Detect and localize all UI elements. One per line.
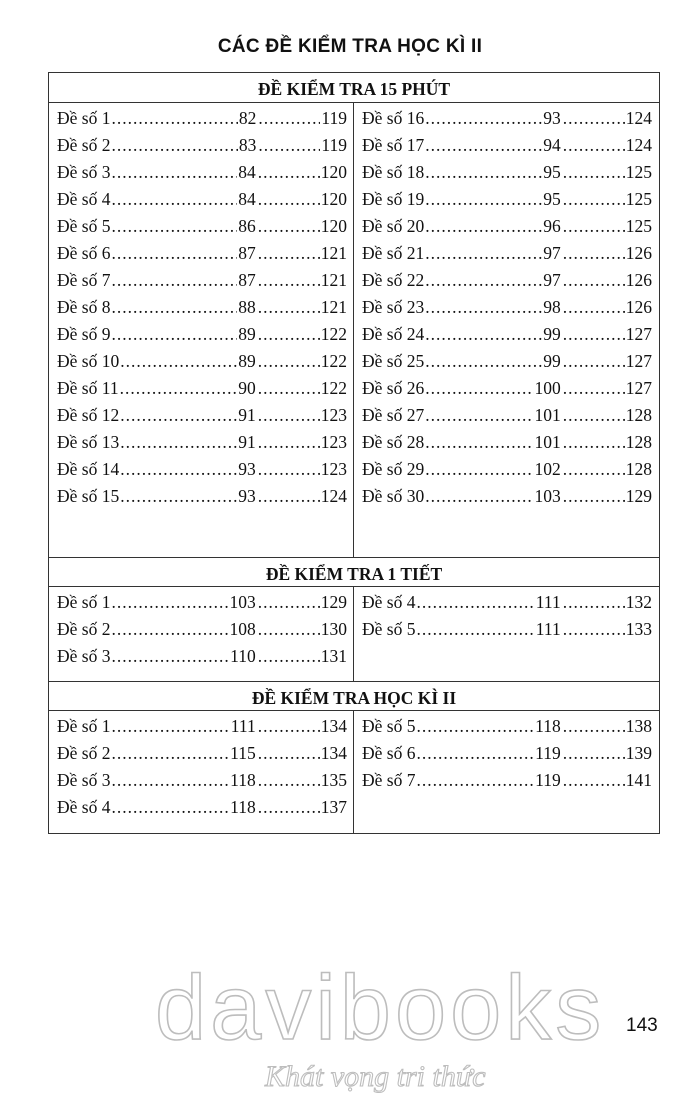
answer-page-number: 141 [625, 770, 652, 790]
entry-label: Đề số 2 [57, 619, 111, 639]
toc-entry [57, 105, 347, 132]
answer-page-number: 129 [320, 592, 347, 612]
answer-page-number: 124 [625, 135, 652, 155]
answer-page-number: 137 [320, 797, 347, 817]
dot-leader [425, 105, 542, 132]
entry-label: Đề số 3 [57, 770, 111, 790]
entry-label: Đề số 7 [57, 270, 111, 290]
toc-entry [362, 159, 652, 186]
dot-leader [425, 186, 542, 213]
dot-leader [416, 589, 534, 616]
dot-leader [120, 429, 237, 456]
entry-label: Đề số 1 [57, 592, 111, 612]
dot-leader [425, 402, 533, 429]
toc-entry [362, 402, 652, 429]
dot-leader [563, 132, 625, 159]
dot-leader [258, 713, 320, 740]
dot-leader [563, 767, 625, 794]
dot-leader [563, 456, 625, 483]
exam-page-number: 100 [534, 378, 561, 398]
section-header: ĐỀ KIỂM TRA HỌC KÌ II [49, 681, 659, 711]
answer-page-number: 126 [625, 270, 652, 290]
dot-leader [111, 159, 237, 186]
toc-entry [362, 767, 652, 794]
entry-label: Đề số 9 [57, 324, 111, 344]
exam-page-number: 98 [543, 297, 561, 317]
toc-entry [57, 159, 347, 186]
page-title: CÁC ĐỀ KIỂM TRA HỌC KÌ II [217, 36, 483, 57]
entry-label: Đề số 6 [57, 243, 111, 263]
answer-page-number: 133 [625, 619, 652, 639]
dot-leader [111, 294, 237, 321]
section-header: ĐỀ KIỂM TRA 15 PHÚT [49, 73, 659, 103]
entry-label: Đề số 14 [57, 459, 120, 479]
entry-label: Đề số 16 [362, 108, 425, 128]
dot-leader [111, 589, 228, 616]
toc-entry [362, 294, 652, 321]
entry-label: Đề số 3 [57, 162, 111, 182]
entry-label: Đề số 1 [57, 108, 111, 128]
dot-leader [563, 740, 625, 767]
dot-leader [111, 186, 237, 213]
watermark-tagline: Khát vọng tri thức [265, 1060, 486, 1093]
entry-label: Đề số 2 [57, 135, 111, 155]
dot-leader [111, 794, 229, 821]
toc-entry [362, 105, 652, 132]
dot-leader [258, 767, 320, 794]
entry-label: Đề số 13 [57, 432, 120, 452]
dot-leader [111, 321, 237, 348]
toc-entry [362, 213, 652, 240]
exam-page-number: 84 [238, 189, 256, 209]
toc-entry [362, 740, 652, 767]
answer-page-number: 131 [320, 646, 347, 666]
left-column [49, 103, 354, 557]
answer-page-number: 138 [625, 716, 652, 736]
dot-leader [563, 267, 625, 294]
exam-page-number: 118 [230, 770, 256, 790]
entry-label: Đề số 12 [57, 405, 120, 425]
dot-leader [111, 713, 229, 740]
dot-leader [111, 740, 229, 767]
dot-leader [258, 483, 320, 510]
dot-leader [120, 483, 237, 510]
exam-page-number: 87 [238, 270, 256, 290]
dot-leader [563, 213, 625, 240]
dot-leader [563, 589, 625, 616]
dot-leader [258, 429, 320, 456]
exam-page-number: 93 [238, 459, 256, 479]
exam-page-number: 99 [543, 351, 561, 371]
dot-leader [258, 213, 320, 240]
toc-entry [362, 267, 652, 294]
publisher-watermark [155, 957, 606, 1093]
dot-leader [425, 132, 542, 159]
toc-entry [57, 740, 347, 767]
dot-leader [258, 267, 320, 294]
exam-page-number: 84 [238, 162, 256, 182]
entry-label: Đề số 21 [362, 243, 425, 263]
toc-entry [57, 616, 347, 643]
answer-page-number: 127 [625, 351, 652, 371]
toc-entry [362, 616, 652, 643]
answer-page-number: 128 [625, 405, 652, 425]
answer-page-number: 123 [320, 459, 347, 479]
dot-leader [111, 240, 237, 267]
dot-leader [258, 159, 320, 186]
answer-page-number: 125 [625, 216, 652, 236]
entry-label: Đề số 30 [362, 486, 425, 506]
section-1-period-tests [49, 557, 659, 681]
answer-page-number: 126 [625, 243, 652, 263]
answer-page-number: 134 [320, 716, 347, 736]
dot-leader [258, 348, 320, 375]
entry-label: Đề số 24 [362, 324, 425, 344]
answer-page-number: 119 [321, 108, 347, 128]
answer-page-number: 127 [625, 324, 652, 344]
dot-leader [563, 186, 625, 213]
entry-label: Đề số 5 [57, 216, 111, 236]
answer-page-number: 119 [321, 135, 347, 155]
dot-leader [111, 643, 229, 670]
section-15-minute-tests [49, 73, 659, 557]
dot-leader [563, 616, 625, 643]
section-header: ĐỀ KIỂM TRA 1 TIẾT [49, 557, 659, 587]
answer-page-number: 134 [320, 743, 347, 763]
entry-label: Đề số 4 [57, 797, 111, 817]
dot-leader [111, 767, 229, 794]
dot-leader [120, 375, 238, 402]
dot-leader [120, 456, 237, 483]
exam-page-number: 88 [238, 297, 256, 317]
entry-label: Đề số 10 [57, 351, 120, 371]
entry-label: Đề số 29 [362, 459, 425, 479]
answer-page-number: 135 [320, 770, 347, 790]
answer-page-number: 120 [320, 162, 347, 182]
answer-page-number: 122 [320, 324, 347, 344]
exam-page-number: 118 [230, 797, 256, 817]
dot-leader [425, 456, 533, 483]
entry-label: Đề số 22 [362, 270, 425, 290]
exam-page-number: 91 [238, 432, 256, 452]
left-column [49, 587, 354, 681]
answer-page-number: 121 [320, 297, 347, 317]
dot-leader [425, 429, 533, 456]
exam-page-number: 115 [230, 743, 256, 763]
table-of-contents [48, 72, 660, 834]
dot-leader [416, 740, 534, 767]
exam-page-number: 83 [238, 135, 257, 155]
answer-page-number: 139 [625, 743, 652, 763]
exam-page-number: 82 [238, 108, 257, 128]
toc-entry [362, 713, 652, 740]
answer-page-number: 120 [320, 189, 347, 209]
dot-leader [425, 240, 542, 267]
section-semester-tests [49, 681, 659, 833]
dot-leader [563, 348, 625, 375]
toc-entry [57, 713, 347, 740]
toc-entry [362, 132, 652, 159]
answer-page-number: 122 [320, 378, 347, 398]
dot-leader [258, 643, 320, 670]
watermark-brand: davibooks [155, 957, 606, 1059]
dot-leader [258, 616, 320, 643]
answer-page-number: 128 [625, 459, 652, 479]
answer-page-number: 125 [625, 162, 652, 182]
toc-entry [362, 589, 652, 616]
toc-entry [57, 132, 347, 159]
toc-entry [57, 589, 347, 616]
entry-label: Đề số 8 [57, 297, 111, 317]
dot-leader [258, 321, 320, 348]
exam-page-number: 103 [534, 486, 561, 506]
dot-leader [563, 402, 625, 429]
entry-label: Đề số 7 [362, 770, 416, 790]
dot-leader [258, 105, 320, 132]
exam-page-number: 108 [229, 619, 256, 639]
dot-leader [111, 132, 237, 159]
answer-page-number: 125 [625, 189, 652, 209]
right-column [354, 103, 659, 557]
answer-page-number: 121 [320, 270, 347, 290]
exam-page-number: 110 [230, 646, 256, 666]
exam-page-number: 93 [543, 108, 561, 128]
toc-entry [57, 794, 347, 821]
entry-label: Đề số 6 [362, 743, 416, 763]
entry-label: Đề số 5 [362, 716, 416, 736]
answer-page-number: 127 [625, 378, 652, 398]
dot-leader [416, 767, 534, 794]
left-column [49, 711, 354, 833]
exam-page-number: 95 [543, 162, 561, 182]
toc-entry [57, 643, 347, 670]
dot-leader [258, 794, 320, 821]
entry-label: Đề số 4 [57, 189, 111, 209]
toc-entry [57, 267, 347, 294]
entry-label: Đề số 17 [362, 135, 425, 155]
dot-leader [425, 294, 542, 321]
dot-leader [258, 240, 320, 267]
entry-label: Đề số 3 [57, 646, 111, 666]
dot-leader [111, 213, 237, 240]
answer-page-number: 120 [320, 216, 347, 236]
answer-page-number: 128 [625, 432, 652, 452]
answer-page-number: 126 [625, 297, 652, 317]
entry-label: Đề số 19 [362, 189, 425, 209]
exam-page-number: 89 [238, 351, 256, 371]
exam-page-number: 119 [535, 770, 561, 790]
toc-entry [362, 348, 652, 375]
dot-leader [563, 321, 625, 348]
dot-leader [111, 267, 237, 294]
page-number: 143 [626, 1015, 658, 1036]
exam-page-number: 89 [238, 324, 256, 344]
answer-page-number: 123 [320, 405, 347, 425]
dot-leader [563, 429, 625, 456]
dot-leader [563, 105, 625, 132]
dot-leader [425, 375, 533, 402]
dot-leader [425, 267, 542, 294]
exam-page-number: 111 [230, 716, 256, 736]
dot-leader [258, 186, 320, 213]
dot-leader [111, 105, 237, 132]
answer-page-number: 129 [625, 486, 652, 506]
dot-leader [258, 294, 320, 321]
answer-page-number: 122 [320, 351, 347, 371]
toc-entry [57, 375, 347, 402]
exam-page-number: 97 [543, 243, 561, 263]
toc-entry [57, 402, 347, 429]
entry-label: Đề số 1 [57, 716, 111, 736]
toc-entry [57, 321, 347, 348]
exam-page-number: 94 [543, 135, 561, 155]
answer-page-number: 123 [320, 432, 347, 452]
dot-leader [563, 159, 625, 186]
exam-page-number: 101 [534, 432, 561, 452]
toc-entry [57, 186, 347, 213]
dot-leader [425, 321, 542, 348]
entry-label: Đề số 28 [362, 432, 425, 452]
dot-leader [258, 132, 320, 159]
dot-leader [563, 294, 625, 321]
toc-entry [57, 429, 347, 456]
dot-leader [120, 402, 237, 429]
exam-page-number: 96 [543, 216, 561, 236]
exam-page-number: 93 [238, 486, 256, 506]
toc-entry [57, 456, 347, 483]
answer-page-number: 132 [625, 592, 652, 612]
toc-entry [57, 767, 347, 794]
toc-entry [362, 186, 652, 213]
entry-label: Đề số 23 [362, 297, 425, 317]
toc-entry [362, 429, 652, 456]
dot-leader [111, 616, 228, 643]
right-column [354, 587, 659, 681]
dot-leader [563, 375, 625, 402]
dot-leader [563, 240, 625, 267]
exam-page-number: 86 [238, 216, 256, 236]
dot-leader [120, 348, 237, 375]
entry-label: Đề số 5 [362, 619, 416, 639]
exam-page-number: 90 [238, 378, 256, 398]
exam-page-number: 99 [543, 324, 561, 344]
dot-leader [425, 159, 542, 186]
answer-page-number: 130 [320, 619, 347, 639]
answer-page-number: 121 [320, 243, 347, 263]
exam-page-number: 111 [535, 619, 561, 639]
entry-label: Đề số 15 [57, 486, 120, 506]
dot-leader [563, 483, 625, 510]
dot-leader [258, 402, 320, 429]
toc-entry [57, 213, 347, 240]
dot-leader [425, 213, 542, 240]
exam-page-number: 118 [535, 716, 561, 736]
exam-page-number: 103 [229, 592, 256, 612]
toc-entry [57, 240, 347, 267]
toc-entry [362, 375, 652, 402]
entry-label: Đề số 26 [362, 378, 425, 398]
exam-page-number: 101 [534, 405, 561, 425]
toc-entry [57, 483, 347, 510]
toc-entry [362, 483, 652, 510]
dot-leader [425, 348, 542, 375]
entry-label: Đề số 11 [57, 378, 119, 398]
dot-leader [416, 616, 534, 643]
entry-label: Đề số 20 [362, 216, 425, 236]
dot-leader [258, 456, 320, 483]
toc-entry [362, 240, 652, 267]
answer-page-number: 124 [320, 486, 347, 506]
dot-leader [258, 740, 320, 767]
exam-page-number: 119 [535, 743, 561, 763]
exam-page-number: 102 [534, 459, 561, 479]
entry-label: Đề số 2 [57, 743, 111, 763]
toc-entry [362, 456, 652, 483]
toc-entry [57, 348, 347, 375]
dot-leader [563, 713, 625, 740]
entry-label: Đề số 4 [362, 592, 416, 612]
toc-entry [57, 294, 347, 321]
toc-entry [362, 321, 652, 348]
exam-page-number: 95 [543, 189, 561, 209]
dot-leader [416, 713, 534, 740]
entry-label: Đề số 27 [362, 405, 425, 425]
exam-page-number: 111 [535, 592, 561, 612]
dot-leader [258, 375, 320, 402]
answer-page-number: 124 [625, 108, 652, 128]
dot-leader [425, 483, 533, 510]
entry-label: Đề số 18 [362, 162, 425, 182]
right-column [354, 711, 659, 833]
dot-leader [258, 589, 320, 616]
exam-page-number: 97 [543, 270, 561, 290]
exam-page-number: 91 [238, 405, 256, 425]
entry-label: Đề số 25 [362, 351, 425, 371]
exam-page-number: 87 [238, 243, 256, 263]
